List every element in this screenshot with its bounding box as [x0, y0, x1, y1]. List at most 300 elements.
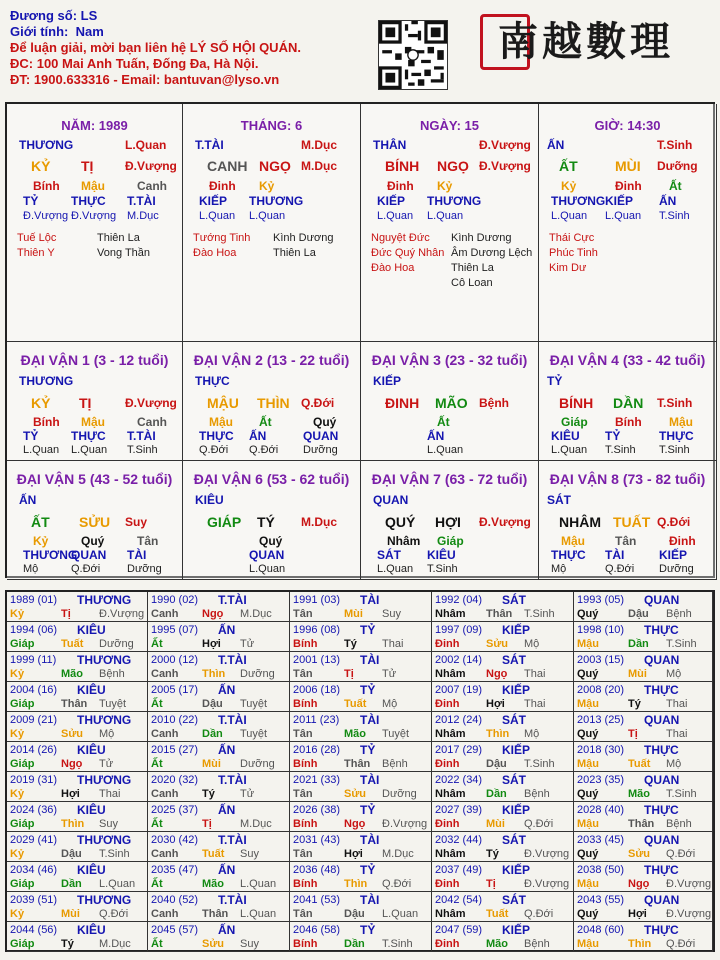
year-stem: Ất — [151, 698, 163, 710]
year-stem: Canh — [151, 848, 179, 860]
dai-van-state: Suy — [125, 515, 148, 529]
pillar-title: THÁNG: 6 — [240, 118, 303, 133]
hidden-stem: Mậu — [81, 415, 105, 429]
year-stem: Mậu — [577, 698, 599, 710]
year-god: KIÊU — [77, 623, 106, 637]
year-branch: Tuất — [202, 848, 225, 860]
hidden-state: Q.Đới — [605, 563, 635, 575]
dai-van-branch: TỊ — [79, 395, 92, 411]
year-branch: Dần — [61, 878, 82, 890]
hidden-state: L.Quan — [605, 210, 642, 222]
hidden-state: T.Sinh — [605, 444, 636, 456]
dai-van-god: TỶ — [547, 374, 563, 388]
pillar-branch-state: Dưỡng — [657, 159, 698, 173]
hidden-god: ẤN — [427, 429, 445, 443]
year-label: 2013 (25) — [577, 714, 625, 726]
year-god: TỶ — [360, 923, 376, 937]
year-label: 2025 (37) — [151, 804, 199, 816]
year-stem: Giáp — [10, 878, 35, 890]
four-pillars-chart — [5, 102, 715, 578]
dai-van-state: Q.Đới — [301, 396, 335, 410]
year-state: Mộ — [524, 728, 540, 740]
hidden-stem: Nhâm — [387, 534, 421, 548]
star-good: Nguyệt Đức — [371, 232, 430, 244]
year-cell — [148, 892, 290, 922]
year-cell — [432, 862, 574, 892]
year-cell — [148, 622, 290, 652]
year-branch: Hợi — [344, 848, 363, 860]
year-label: 2036 (48) — [293, 864, 341, 876]
year-cell — [290, 892, 432, 922]
owner-value: LS — [80, 8, 98, 23]
dai-van-8 — [539, 461, 717, 580]
dai-van-stem: ẤT — [31, 514, 50, 530]
year-label: 2031 (43) — [293, 834, 341, 846]
hidden-god: TỶ — [23, 194, 39, 208]
star-bad: Vong Thần — [97, 247, 151, 259]
year-cell — [432, 922, 574, 952]
year-god: KIẾP — [502, 743, 531, 757]
year-label: 1995 (07) — [151, 624, 199, 636]
year-state: Đ.Vượng — [382, 818, 428, 830]
star-bad: Thiên La — [97, 232, 140, 244]
year-god: ẤN — [218, 683, 236, 697]
hidden-stem: Đinh — [669, 534, 696, 548]
dai-van-title: ĐẠI VẬN 4 (33 - 42 tuổi) — [549, 352, 706, 368]
year-branch: Mùi — [344, 608, 363, 620]
hidden-state: L.Quan — [249, 563, 286, 575]
dai-van-title: ĐẠI VẬN 2 (13 - 22 tuổi) — [193, 352, 350, 368]
year-stem: Bính — [293, 818, 318, 830]
hidden-god: THỰC — [551, 548, 586, 562]
pillar-branch: TỊ — [81, 158, 94, 174]
year-branch: Hợi — [202, 638, 221, 650]
dai-van-god: KIÊU — [195, 493, 224, 507]
hidden-state: L.Quan — [427, 210, 464, 222]
hidden-state: Đ.Vượng — [23, 210, 69, 222]
year-state: Mộ — [666, 668, 682, 680]
year-label: 2048 (60) — [577, 924, 625, 936]
hidden-stem: Quý — [313, 415, 337, 429]
year-label: 2047 (59) — [435, 924, 483, 936]
year-cell — [432, 832, 574, 862]
year-god: SÁT — [502, 893, 526, 907]
year-branch: Tý — [344, 638, 357, 650]
year-label: 1994 (06) — [10, 624, 58, 636]
year-cell — [148, 922, 290, 952]
year-label: 2020 (32) — [151, 774, 199, 786]
year-stem: Mậu — [577, 758, 599, 770]
hidden-stem: Canh — [137, 415, 167, 429]
contact-line: Để luận giải, mời bạn liên hệ LÝ SỐ HỘI QUÁN. — [10, 40, 301, 55]
year-branch: Tuất — [628, 758, 651, 770]
hidden-stem: Quý — [259, 534, 283, 548]
year-cell — [432, 772, 574, 802]
year-label: 2002 (14) — [435, 654, 483, 666]
year-god: ẤN — [218, 863, 236, 877]
year-stem: Quý — [577, 728, 599, 740]
year-cell — [148, 652, 290, 682]
year-branch: Thìn — [486, 728, 510, 740]
year-stem: Mậu — [577, 818, 599, 830]
year-state: Thai — [666, 728, 688, 740]
dai-van-1 — [7, 342, 183, 461]
hidden-stem: Đinh — [387, 179, 414, 193]
year-cell — [7, 742, 148, 772]
pillar-top-god: THÂN — [373, 138, 407, 152]
year-label: 2041 (53) — [293, 894, 341, 906]
year-label: 2016 (28) — [293, 744, 341, 756]
year-state: Tuyệt — [99, 698, 127, 710]
pillar-branch-state: Đ.Vượng — [479, 159, 531, 173]
year-branch: Mùi — [628, 668, 647, 680]
pillar-top-state: Đ.Vượng — [479, 138, 531, 152]
year-state: M.Dục — [382, 848, 414, 860]
year-god: QUAN — [644, 833, 680, 847]
year-branch: Mão — [628, 788, 650, 800]
hidden-stem: Kỷ — [561, 179, 577, 193]
dai-van-god: QUAN — [373, 493, 409, 507]
hidden-state: Dưỡng — [659, 563, 694, 575]
year-branch: Ngọ — [344, 818, 366, 830]
year-god: THỰC — [644, 923, 679, 937]
year-branch: Sửu — [486, 638, 509, 650]
dai-van-7 — [361, 461, 539, 580]
year-stem: Tân — [293, 608, 313, 620]
hidden-state: L.Quan — [377, 210, 414, 222]
year-cell — [7, 652, 148, 682]
year-state: Bệnh — [524, 788, 550, 800]
year-stem: Quý — [577, 848, 599, 860]
year-label: 2027 (39) — [435, 804, 483, 816]
year-branch: Thân — [61, 698, 88, 710]
hidden-god: KIÊU — [427, 548, 456, 562]
year-label: 2018 (30) — [577, 744, 625, 756]
hidden-stem: Ất — [669, 179, 682, 193]
year-stem: Nhâm — [435, 608, 466, 620]
year-god: KIẾP — [502, 923, 531, 937]
year-cell — [574, 922, 713, 952]
dai-van-branch: DẦN — [613, 395, 644, 411]
dai-van-state: Đ.Vượng — [125, 396, 177, 410]
dai-van-stem: BÍNH — [559, 395, 594, 411]
star-bad: Âm Dương Lệch — [451, 247, 533, 259]
year-branch: Mùi — [486, 818, 505, 830]
year-branch: Ngọ — [628, 878, 650, 890]
hidden-god: QUAN — [303, 429, 339, 443]
dai-van-4 — [539, 342, 717, 461]
year-state: Bệnh — [524, 938, 550, 950]
year-branch: Mão — [61, 668, 83, 680]
year-branch: Tị — [628, 728, 638, 740]
year-god: TÀI — [360, 713, 380, 727]
year-label: 2030 (42) — [151, 834, 199, 846]
dai-van-title: ĐẠI VẬN 6 (53 - 62 tuổi) — [193, 471, 350, 487]
year-stem: Ất — [151, 758, 163, 770]
year-state: Q.Đới — [666, 848, 696, 860]
hidden-stem: Mậu — [669, 415, 693, 429]
dai-van-title: ĐẠI VẬN 5 (43 - 52 tuổi) — [16, 471, 173, 487]
year-god: QUAN — [644, 893, 680, 907]
year-god: KIÊU — [77, 923, 106, 937]
year-state: Đ.Vượng — [666, 908, 712, 920]
hidden-state: L.Quan — [427, 444, 464, 456]
year-state: Suy — [99, 818, 118, 830]
year-god: KIẾP — [502, 863, 531, 877]
year-state: M.Dục — [99, 938, 131, 950]
year-state: T.Sinh — [524, 608, 555, 620]
hidden-stem: Tân — [615, 534, 637, 548]
year-state: Mộ — [99, 728, 115, 740]
hidden-god: KIẾP — [605, 194, 634, 208]
year-label: 2038 (50) — [577, 864, 625, 876]
phone-email-line: ĐT: 1900.633316 - Email: bantuvan@lyso.vn — [10, 72, 280, 87]
year-god: SÁT — [502, 593, 526, 607]
hidden-stem: Mậu — [81, 179, 105, 193]
year-label: 2011 (23) — [293, 714, 340, 726]
hidden-state: L.Quan — [551, 210, 588, 222]
year-state: Dưỡng — [240, 758, 275, 770]
year-cell — [7, 922, 148, 952]
year-god: TỶ — [360, 803, 376, 817]
hidden-stem: Ất — [437, 415, 450, 429]
year-branch: Sửu — [628, 848, 651, 860]
year-state: Mộ — [666, 758, 682, 770]
year-cell — [7, 682, 148, 712]
year-stem: Đinh — [435, 758, 460, 770]
year-god: SÁT — [502, 653, 526, 667]
year-cell — [574, 652, 713, 682]
star-good: Phúc Tinh — [549, 247, 598, 259]
year-cell — [7, 862, 148, 892]
year-branch: Mùi — [202, 758, 221, 770]
year-cell — [574, 862, 713, 892]
year-god: THỰC — [644, 863, 679, 877]
year-cell — [290, 712, 432, 742]
hidden-state: Mộ — [551, 563, 567, 575]
year-cell — [574, 592, 713, 622]
hidden-god: THỰC — [71, 429, 106, 443]
hidden-stem: Kỷ — [437, 179, 453, 193]
year-branch: Tý — [202, 788, 215, 800]
pillar-top-state: M.Dục — [301, 138, 337, 152]
year-label: 2015 (27) — [151, 744, 199, 756]
year-stem: Quý — [577, 788, 599, 800]
dai-van-state: Đ.Vượng — [479, 515, 531, 529]
dai-van-god: THƯƠNG — [19, 374, 74, 388]
year-state: Mộ — [382, 698, 398, 710]
year-god: QUAN — [644, 713, 680, 727]
year-stem: Ất — [151, 818, 163, 830]
year-label: 2039 (51) — [10, 894, 58, 906]
year-label: 2045 (57) — [151, 924, 199, 936]
year-cell — [574, 622, 713, 652]
year-state: Dưỡng — [382, 788, 417, 800]
year-state: M.Dục — [240, 818, 272, 830]
year-stem: Bính — [293, 758, 318, 770]
hidden-state: T.Sinh — [659, 444, 690, 456]
year-stem: Đinh — [435, 638, 460, 650]
owner-label: Đương số: — [10, 8, 78, 23]
year-state: Suy — [382, 608, 401, 620]
dai-van-title: ĐẠI VẬN 3 (23 - 32 tuổi) — [371, 352, 528, 368]
year-stem: Đinh — [435, 878, 460, 890]
pillar-top-god: THƯƠNG — [19, 138, 74, 152]
year-stem: Kỷ — [10, 848, 25, 860]
hidden-god: THỰC — [71, 194, 106, 208]
year-cell — [290, 922, 432, 952]
year-stem: Ất — [151, 938, 163, 950]
year-state: Bệnh — [666, 818, 692, 830]
year-god: TÀI — [360, 833, 380, 847]
hidden-god: ẤN — [249, 429, 267, 443]
hidden-stem: Đinh — [615, 179, 642, 193]
hidden-god: THƯƠNG — [249, 194, 304, 208]
year-state: Q.Đới — [524, 908, 554, 920]
year-god: THỰC — [644, 743, 679, 757]
star-good: Tuế Lộc — [17, 232, 57, 244]
hidden-god: THƯƠNG — [551, 194, 606, 208]
year-stem: Canh — [151, 728, 179, 740]
dai-van-stem: MẬU — [207, 395, 239, 411]
dai-van-god: KIẾP — [373, 374, 402, 388]
hidden-stem: Bính — [33, 179, 60, 193]
year-god: QUAN — [644, 653, 680, 667]
dai-van-6 — [183, 461, 361, 580]
dai-van-state: Bệnh — [479, 396, 509, 410]
pillar-top-state: T.Sinh — [657, 138, 693, 152]
year-stem: Kỷ — [10, 608, 25, 620]
year-stem: Quý — [577, 668, 599, 680]
year-label: 1991 (03) — [293, 594, 341, 606]
brand-logo-text: 南越數理 — [498, 18, 674, 65]
year-branch: Dần — [344, 938, 365, 950]
year-god: T.TÀI — [218, 833, 247, 847]
year-label: 2043 (55) — [577, 894, 625, 906]
hidden-state: L.Quan — [71, 444, 108, 456]
year-branch: Sửu — [61, 728, 84, 740]
year-branch: Dần — [486, 788, 507, 800]
hidden-stem: Kỷ — [259, 179, 275, 193]
year-stem: Tân — [293, 848, 313, 860]
year-label: 2010 (22) — [151, 714, 199, 726]
hidden-state: L.Quan — [377, 563, 414, 575]
year-label: 1997 (09) — [435, 624, 483, 636]
year-branch: Dậu — [486, 758, 507, 770]
year-state: Tuyệt — [382, 728, 410, 740]
year-branch: Hợi — [486, 698, 505, 710]
year-state: Đ.Vượng — [99, 608, 145, 620]
year-state: M.Dục — [240, 608, 272, 620]
hidden-stem: Đinh — [209, 179, 236, 193]
brand-logo — [498, 10, 674, 67]
year-cell — [290, 592, 432, 622]
year-label: 2014 (26) — [10, 744, 58, 756]
hidden-state: T.Sinh — [127, 444, 158, 456]
year-state: L.Quan — [240, 878, 277, 890]
pillar-3 — [539, 104, 717, 342]
pillar-branch-state: Đ.Vượng — [125, 159, 177, 173]
star-good: Tướng Tinh — [193, 232, 251, 244]
year-god: THỰC — [644, 803, 679, 817]
year-cell — [574, 742, 713, 772]
year-god: THƯƠNG — [77, 833, 132, 847]
hidden-state: T.Sinh — [659, 210, 690, 222]
year-stem: Tân — [293, 728, 313, 740]
star-good: Thái Cực — [549, 232, 595, 244]
pillar-top-god: T.TÀI — [195, 138, 224, 152]
year-state: Tử — [99, 758, 114, 770]
year-label: 2022 (34) — [435, 774, 483, 786]
year-stem: Giáp — [10, 938, 35, 950]
qr-code-icon — [378, 20, 448, 90]
hidden-state: L.Quan — [249, 210, 286, 222]
year-branch: Thìn — [202, 668, 226, 680]
year-cell — [290, 622, 432, 652]
year-label: 2004 (16) — [10, 684, 58, 696]
year-state: Q.Đới — [99, 908, 129, 920]
year-label: 2034 (46) — [10, 864, 58, 876]
dai-van-branch: HỢI — [435, 514, 461, 530]
year-branch: Hợi — [628, 908, 647, 920]
pillar-stem: BÍNH — [385, 158, 420, 174]
dai-van-branch: TUẤT — [613, 514, 651, 530]
year-stem: Tân — [293, 908, 313, 920]
year-branch: Thân — [344, 758, 371, 770]
dai-van-title: ĐẠI VẬN 8 (73 - 82 tuổi) — [549, 471, 706, 487]
year-state: Q.Đới — [524, 818, 554, 830]
year-state: Tuyệt — [240, 698, 268, 710]
year-cell — [432, 622, 574, 652]
dai-van-state: T.Sinh — [657, 396, 693, 410]
pillar-title: NĂM: 1989 — [61, 118, 128, 133]
year-state: L.Quan — [382, 908, 419, 920]
year-god: KIÊU — [77, 863, 106, 877]
star-good: Đức Quý Nhân — [371, 247, 445, 259]
pillar-title: GIỜ: 14:30 — [594, 118, 661, 133]
year-state: Tử — [240, 788, 255, 800]
year-cell — [290, 832, 432, 862]
year-state: T.Sinh — [382, 938, 413, 950]
pillar-title: NGÀY: 15 — [420, 118, 479, 133]
year-god: THƯƠNG — [77, 893, 132, 907]
year-cell — [7, 892, 148, 922]
year-branch: Thân — [202, 908, 229, 920]
year-god: SÁT — [502, 833, 526, 847]
year-stem: Mậu — [577, 638, 599, 650]
year-stem: Đinh — [435, 938, 460, 950]
hidden-god: QUAN — [71, 548, 107, 562]
year-branch: Mùi — [61, 908, 80, 920]
hidden-god: THỰC — [659, 429, 694, 443]
year-god: TÀI — [360, 773, 380, 787]
year-state: Bệnh — [666, 608, 692, 620]
year-label: 2026 (38) — [293, 804, 341, 816]
year-state: Đ.Vượng — [524, 848, 570, 860]
dai-van-title: ĐẠI VẬN 1 (3 - 12 tuổi) — [20, 352, 169, 368]
hidden-state: Đ.Vượng — [71, 210, 117, 222]
year-branch: Tuất — [486, 908, 509, 920]
year-stem: Canh — [151, 908, 179, 920]
year-cell — [574, 832, 713, 862]
year-stem: Quý — [577, 908, 599, 920]
hidden-god: SÁT — [377, 548, 401, 562]
year-stem: Ất — [151, 878, 163, 890]
year-stem: Giáp — [10, 698, 35, 710]
year-state: Đ.Vượng — [524, 878, 570, 890]
pillar-branch-state: M.Dục — [301, 159, 337, 173]
year-stem: Ất — [151, 638, 163, 650]
